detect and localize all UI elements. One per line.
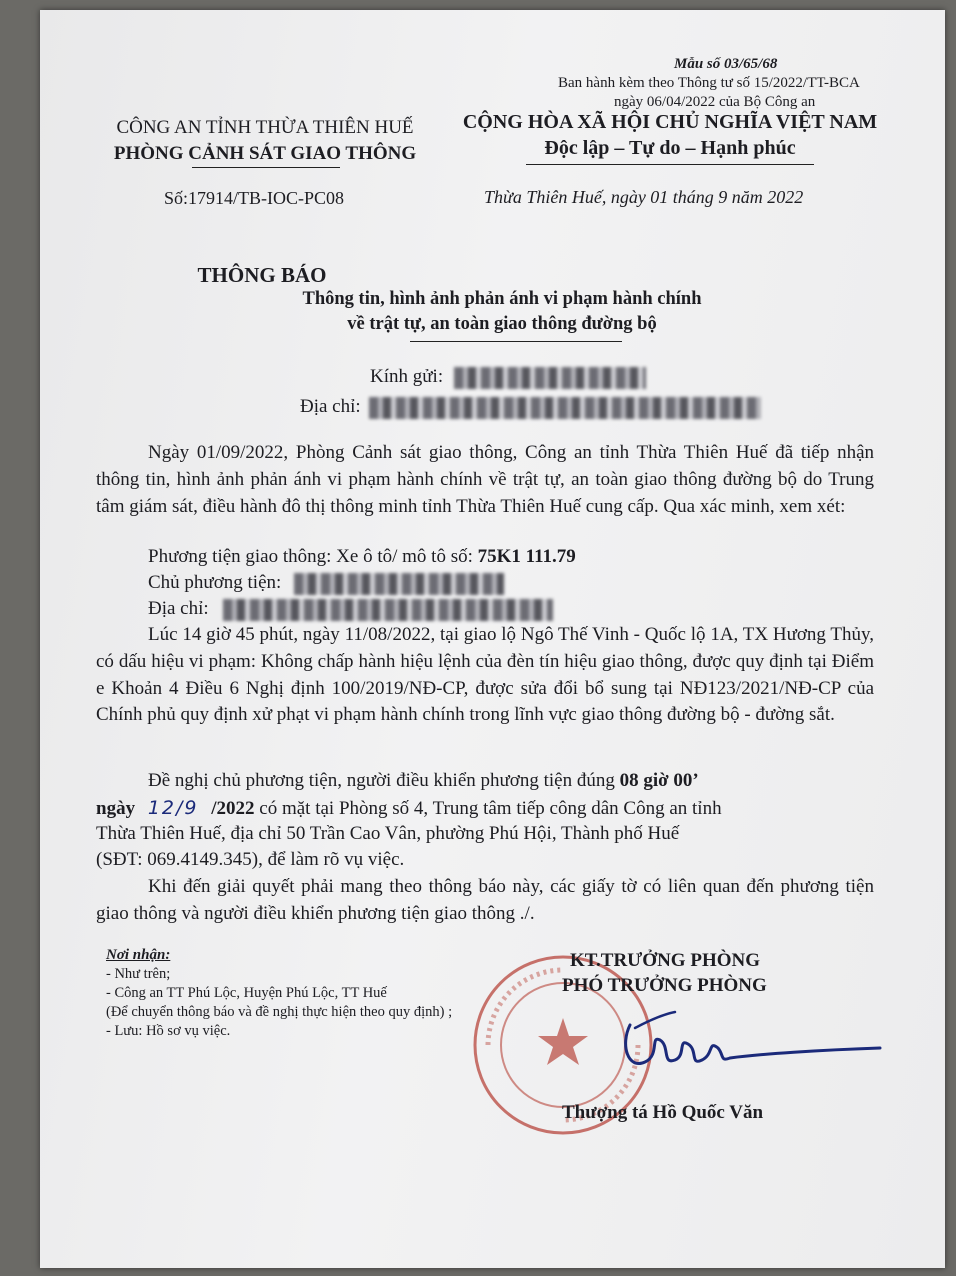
receiver-item: (Để chuyển thông báo và đề nghị thực hiện theo quy định) ; (106, 1004, 453, 1020)
handwritten-date: 12/9 (147, 797, 199, 819)
paragraph-violation: Lúc 14 giờ 45 phút, ngày 11/08/2022, tại giao lộ Ngô Thế Vinh - Quốc lộ 1A, TX Hương Thủy, có dấu hiệu vi phạm: Không chấp hành hiệu lệnh của đèn tín hiệu giao thông, được quy định tại Điểm e Khoản 4 Điều 6 Nghị định 100/2019/NĐ-CP, được sửa đổi bổ sung tại NĐ123/2021/NĐ-CP của Chính phủ quy định xử phạt vi phạm hành chính trong lĩnh vực giao thông đường bộ - đường sắt. (96, 624, 874, 726)
paragraph-intro: Ngày 01/09/2022, Phòng Cảnh sát giao thông, Công an tỉnh Thừa Thiên Huế đã tiếp nhận thông tin, hình ảnh phản ánh vi phạm hành chính về trật tự, an toàn giao thông đường bộ do Trung tâm giám sát, điều hành đô thị thông minh tỉnh Thừa Thiên Huế cung cấp. Qua xác minh, xem xét: (96, 442, 874, 517)
redacted-owner-address (223, 599, 553, 621)
request-line1 (148, 770, 699, 792)
form-issued-line: Ban hành kèm theo Thông tư số 15/2022/TT-BCA (558, 75, 860, 91)
recipient-address-line (300, 396, 761, 419)
national-motto: Độc lập – Tự do – Hạnh phúc (544, 137, 796, 159)
appointment-year: /2022 (211, 798, 255, 819)
signer-name: Thượng tá Hồ Quốc Văn (562, 1102, 764, 1123)
redacted-recipient-address (369, 397, 761, 419)
receiver-item: - Lưu: Hồ sơ vụ việc. (106, 1023, 231, 1039)
signature (590, 1000, 890, 1080)
national-title: CỘNG HÒA XÃ HỘI CHỦ NGHĨA VIỆT NAM (462, 111, 878, 133)
appointment-place: có mặt tại Phòng số 4, Trung tâm tiếp công dân Công an tỉnh (259, 798, 722, 819)
owner-address-line (148, 598, 553, 621)
form-number: Mẫu số 03/65/68 (674, 56, 778, 72)
owner-line (148, 572, 504, 595)
recipient-address-label: Địa chỉ: (300, 396, 361, 417)
receivers-heading: Nơi nhận: (106, 947, 171, 963)
recipient-line (370, 366, 646, 389)
signer-title-line1: KT.TRƯỞNG PHÒNG (570, 950, 760, 971)
document-number: Số:17914/TB-IOC-PC08 (164, 188, 345, 208)
owner-address-label: Địa chỉ: (148, 598, 209, 619)
agency-parent: CÔNG AN TỈNH THỪA THIÊN HUẾ (116, 117, 414, 138)
request-text: Đề nghị chủ phương tiện, người điều khiển phương tiện đúng (148, 770, 615, 791)
receiver-item: - Như trên; (106, 966, 171, 982)
redacted-owner (294, 573, 504, 595)
receivers-block (106, 946, 496, 1041)
agency-name: PHÒNG CẢNH SÁT GIAO THÔNG (113, 143, 417, 164)
motto-underline (526, 164, 814, 165)
paragraph-requirements: Khi đến giải quyết phải mang theo thông báo này, các giấy tờ có liên quan đến phương tiện giao thông và người điều khiển phương tiện giao thông ./. (96, 876, 874, 924)
vehicle-line (148, 546, 576, 568)
agency-underline (192, 167, 340, 168)
owner-label: Chủ phương tiện: (148, 572, 282, 593)
license-plate: 75K1 111.79 (477, 546, 576, 567)
receiver-item: - Công an TT Phú Lộc, Huyện Phú Lộc, TT Huế (106, 985, 387, 1001)
seal-star-icon (538, 1018, 588, 1065)
document-title: THÔNG BÁO (197, 263, 327, 287)
form-date-line: ngày 06/04/2022 của Bộ Công an (614, 94, 816, 110)
document-subtitle-line2: về trật tự, an toàn giao thông đường bộ (347, 314, 657, 334)
redacted-recipient (454, 367, 646, 389)
place-date: Thừa Thiên Huế, ngày 01 tháng 9 năm 2022 (484, 187, 804, 207)
document-subtitle-line1: Thông tin, hình ảnh phản ánh vi phạm hành chính (302, 289, 702, 309)
recipient-label: Kính gửi: (370, 366, 444, 387)
request-line2 (96, 797, 722, 820)
day-label: ngày (96, 798, 136, 819)
request-line3: Thừa Thiên Huế, địa chỉ 50 Trần Cao Vân, phường Phú Hội, Thành phố Huế (96, 823, 680, 844)
signer-title-line2: PHÓ TRƯỞNG PHÒNG (562, 975, 767, 996)
request-line4: (SĐT: 069.4149.345), để làm rõ vụ việc. (96, 849, 405, 870)
vehicle-label: Phương tiện giao thông: Xe ô tô/ mô tô số: (148, 546, 473, 567)
appointment-time: 08 giờ 00’ (619, 770, 699, 791)
subtitle-underline (410, 341, 622, 342)
